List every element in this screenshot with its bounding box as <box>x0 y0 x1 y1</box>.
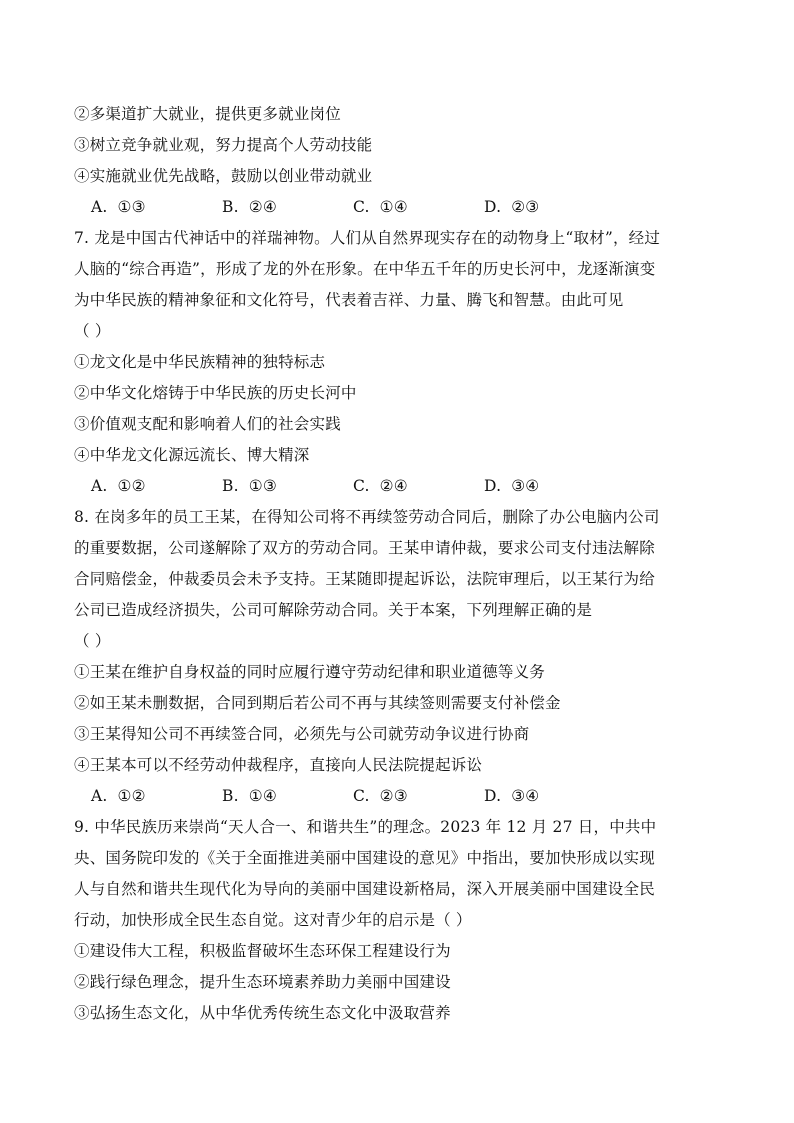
question-stem-line: 央、国务院印发的《关于全面推进美丽中国建设的意见》中指出，要加快形成以实现 <box>74 849 655 867</box>
question-stem-line: 人与自然和谐共生现代化为导向的美丽中国建设新格局，深入开展美丽中国建设全民 <box>74 880 655 898</box>
q8-answer-choices <box>74 781 734 812</box>
question-stem-line: 的重要数据，公司遂解除了双方的劳动合同。王某申请仲裁，要求公司支付违法解除 <box>74 539 655 557</box>
choice-a: A. ①② <box>91 477 146 495</box>
choice-d: D. ②③ <box>484 198 540 216</box>
question-stem-line: 7. 龙是中国古代神话中的祥瑞神物。人们从自然界现实存在的动物身上“取材”，经过 <box>74 229 661 247</box>
answer-blank: （ ） <box>74 322 111 340</box>
question-stem-line: 人脑的“综合再造”，形成了龙的外在形象。在中华五千年的历史长河中，龙逐渐演变 <box>74 260 656 278</box>
choice-a: A. ①③ <box>91 198 146 216</box>
question-7 <box>74 223 734 502</box>
option-line: ②多渠道扩大就业，提供更多就业岗位 <box>74 105 341 123</box>
question-stem-line: 行动，加快形成全民生态自觉。这对青少年的启示是（ ） <box>74 911 472 929</box>
question-stem-line: 合同赔偿金，仲裁委员会未予支持。王某随即提起诉讼，法院审理后，以王某行为给 <box>74 570 655 588</box>
choice-c: C. ②④ <box>353 477 408 495</box>
q6-answer-choices <box>74 192 734 223</box>
question-stem-line: 8. 在岗多年的员工王某，在得知公司将不再续签劳动合同后，删除了办公电脑内公司 <box>74 508 660 526</box>
choice-c: C. ②③ <box>353 787 408 805</box>
question-9 <box>74 812 734 1029</box>
choice-b: B. ②④ <box>222 198 277 216</box>
option-line: ③弘扬生态文化，从中华优秀传统生态文化中汲取营养 <box>74 1004 451 1022</box>
q7-answer-choices <box>74 471 734 502</box>
question-stem-line: 为中华民族的精神象征和文化符号，代表着吉祥、力量、腾飞和智慧。由此可见 <box>74 291 624 309</box>
choice-a: A. ①② <box>91 787 146 805</box>
option-line: ②如王某未删数据，合同到期后若公司不再与其续签则需要支付补偿金 <box>74 694 561 712</box>
option-line: ④王某本可以不经劳动仲裁程序，直接向人民法院提起诉讼 <box>74 756 483 774</box>
question-stem-line: 公司已造成经济损失，公司可解除劳动合同。关于本案，下列理解正确的是 <box>74 601 593 619</box>
question-stem-line: 9. 中华民族历来崇尚“天人合一、和谐共生”的理念。2023 年 12 月 27 日，中共中 <box>74 818 657 836</box>
option-line: ①龙文化是中华民族精神的独特标志 <box>74 353 326 371</box>
question-8 <box>74 502 734 812</box>
choice-d: D. ③④ <box>484 477 540 495</box>
option-line: ①王某在维护自身权益的同时应履行遵守劳动纪律和职业道德等义务 <box>74 663 546 681</box>
choice-b: B. ①④ <box>222 787 277 805</box>
answer-blank: （ ） <box>74 632 111 650</box>
choice-c: C. ①④ <box>353 198 408 216</box>
exam-page <box>74 99 734 1029</box>
option-line: ④中华龙文化源远流长、博大精深 <box>74 446 310 464</box>
choice-b: B. ①③ <box>222 477 277 495</box>
option-line: ③价值观支配和影响着人们的社会实践 <box>74 415 341 433</box>
choice-d: D. ③④ <box>484 787 540 805</box>
option-line: ①建设伟大工程，积极监督破坏生态环保工程建设行为 <box>74 942 451 960</box>
option-line: ③树立竞争就业观，努力提高个人劳动技能 <box>74 136 373 154</box>
q6-options <box>74 99 734 192</box>
option-line: ④实施就业优先战略，鼓励以创业带动就业 <box>74 167 373 185</box>
option-line: ②践行绿色理念，提升生态环境素养助力美丽中国建设 <box>74 973 451 991</box>
option-line: ③王某得知公司不再续签合同，必须先与公司就劳动争议进行协商 <box>74 725 530 743</box>
option-line: ②中华文化熔铸于中华民族的历史长河中 <box>74 384 357 402</box>
